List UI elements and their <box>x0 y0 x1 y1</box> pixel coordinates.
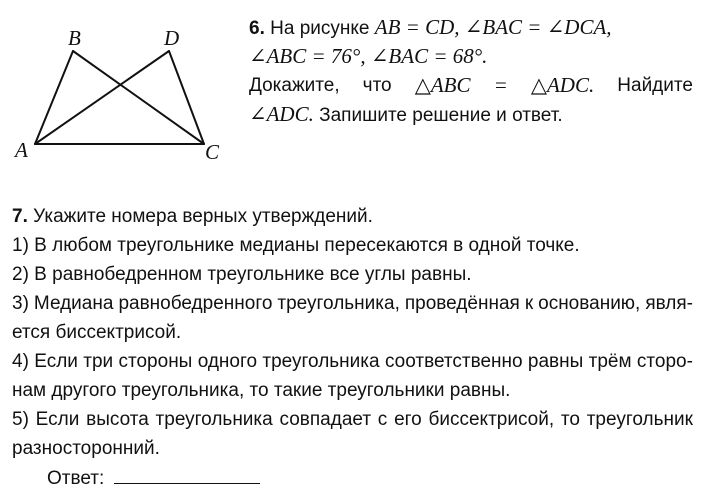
word: 3) <box>12 293 29 314</box>
task-6-line-2 <box>249 42 693 71</box>
statement-5 <box>12 405 693 434</box>
word: три <box>83 351 114 372</box>
word: соответственно <box>384 351 523 372</box>
task-7-number: 7. <box>12 206 28 227</box>
word: к <box>524 293 534 314</box>
statement-4 <box>12 347 693 376</box>
task-6-intro: На рисунке <box>270 18 370 39</box>
word: Если <box>35 409 80 430</box>
statement-3 <box>12 289 693 318</box>
task-6-prove-word: Докажите, <box>249 75 340 96</box>
label-d: D <box>164 26 180 50</box>
word: Если <box>34 351 78 372</box>
word: треугольник <box>586 409 693 430</box>
word: высота <box>86 409 149 430</box>
task-6-triangle-adc: △ADC. <box>530 73 595 97</box>
task-6-triangle-abc: △ABC <box>414 73 471 97</box>
segment-ad <box>35 51 169 144</box>
word: проведённая <box>404 293 520 314</box>
statement-3-continued: ется биссектрисой. <box>12 322 182 343</box>
label-c: C <box>205 140 220 164</box>
word: треугольника <box>262 351 380 372</box>
answer-blank[interactable] <box>114 467 260 484</box>
word: биссектрисой, <box>428 409 555 430</box>
task-6-find-word: Найдите <box>617 75 693 96</box>
statement-4-continued: нам другого треугольника, то такие треугольники равны. <box>12 380 511 401</box>
task-6 <box>249 13 693 129</box>
word: совпадает <box>279 409 372 430</box>
task-6-number: 6. <box>249 18 265 39</box>
task-6-target-angle: ∠ADC. <box>249 102 314 126</box>
word: треугольника <box>155 409 273 430</box>
statement-1: 1) В любом треугольнике медианы пересекаются в одной точке. <box>12 235 580 256</box>
task-6-angles: ∠ABC = 76°, ∠BAC = 68°. <box>249 44 488 68</box>
word: треугольника, <box>277 293 400 314</box>
task-6-instruction: Запишите решение и ответ. <box>319 105 563 126</box>
segment-dc <box>169 51 204 144</box>
label-a: A <box>15 138 28 162</box>
word: основанию, <box>538 293 641 314</box>
statement-2: 2) В равнобедренном треугольнике все углы равны. <box>12 264 472 285</box>
label-b: B <box>68 26 81 50</box>
word: трём <box>588 351 632 372</box>
word: равны <box>527 351 584 372</box>
triangle-figure <box>10 22 240 172</box>
task-6-that-word: что <box>362 75 392 96</box>
word: одного <box>197 351 258 372</box>
word: явля- <box>645 293 693 314</box>
task-6-conditions: AB = CD, ∠BAC = ∠DCA, <box>374 15 612 39</box>
task-7 <box>12 202 693 463</box>
task-6-line-4 <box>249 100 693 129</box>
word: 4) <box>12 351 29 372</box>
task-7-title-line <box>12 202 693 231</box>
word: 5) <box>12 409 29 430</box>
task-6-line-1 <box>249 13 693 42</box>
statement-5-continued: разносторонний. <box>12 438 160 459</box>
task-6-line-3 <box>249 71 693 100</box>
answer-row <box>47 466 260 492</box>
word: то <box>560 409 580 430</box>
task-7-title: Укажите номера верных утверждений. <box>33 206 373 227</box>
word: с <box>377 409 388 430</box>
word: сторо- <box>636 351 693 372</box>
word: Медиана <box>33 293 114 314</box>
task-6-equals-sign: = <box>493 73 508 97</box>
word: равнобедренного <box>118 293 273 314</box>
word: его <box>394 409 422 430</box>
answer-label: Ответ: <box>47 468 105 489</box>
segment-bc <box>73 51 204 144</box>
word: стороны <box>118 351 193 372</box>
